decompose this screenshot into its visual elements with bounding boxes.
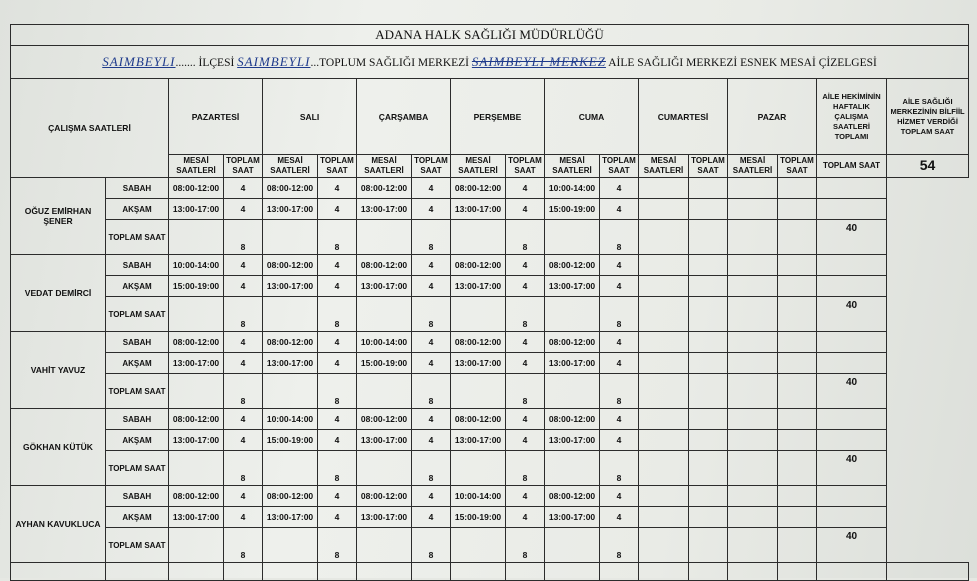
empty-cell [778, 297, 817, 332]
empty-cell [639, 451, 689, 486]
saat-cell: 4 [600, 332, 639, 353]
sabah-label: SABAH [106, 255, 169, 276]
mesai-cell: 13:00-17:00 [169, 199, 224, 220]
empty-cell [689, 276, 728, 297]
saat-cell: 4 [224, 332, 263, 353]
empty-cell [728, 332, 778, 353]
saat-cell: 4 [412, 199, 451, 220]
table-row [11, 178, 969, 199]
center-total-header: AİLE SAĞLIĞI MERKEZİNİN BİLFİİL HİZMET VERDİĞİ TOPLAM SAAT [887, 79, 969, 155]
saat-cell: 4 [318, 486, 357, 507]
toplam-saat-label: TOPLAM SAAT [106, 220, 169, 255]
saat-cell: 4 [224, 353, 263, 374]
saat-cell: 4 [412, 430, 451, 451]
saat-cell: 4 [600, 430, 639, 451]
empty-cell [778, 507, 817, 528]
ilcesi-label: İLÇESİ [198, 57, 235, 69]
mesai-cell: 10:00-14:00 [357, 332, 412, 353]
mesai-cell: 13:00-17:00 [169, 353, 224, 374]
aksam-label: AKŞAM [106, 199, 169, 220]
empty-cell [689, 178, 728, 199]
saat-cell: 4 [224, 276, 263, 297]
empty-cell [169, 297, 224, 332]
mesai-cell: 08:00-12:00 [263, 486, 318, 507]
empty-cell [689, 255, 728, 276]
daily-total: 8 [506, 220, 545, 255]
empty-cell [689, 430, 728, 451]
daily-total: 8 [600, 451, 639, 486]
saat-cell: 4 [224, 409, 263, 430]
empty-cell [817, 486, 887, 507]
mesai-saatleri-header: MESAİ SAATLERİ [357, 155, 412, 178]
empty-cell [639, 297, 689, 332]
sabah-label: SABAH [106, 409, 169, 430]
daily-total: 8 [224, 297, 263, 332]
toplam-saat-header: TOPLAM SAAT [689, 155, 728, 178]
daily-total: 8 [412, 297, 451, 332]
empty-cell [639, 528, 689, 563]
empty-cell [817, 507, 887, 528]
weekly-total: 40 [817, 451, 887, 486]
saat-cell: 4 [600, 409, 639, 430]
empty-cell [728, 255, 778, 276]
empty-cell [639, 199, 689, 220]
mesai-cell: 15:00-19:00 [263, 430, 318, 451]
saat-cell: 4 [600, 486, 639, 507]
empty-cell [689, 332, 728, 353]
mesai-cell: 08:00-12:00 [451, 332, 506, 353]
daily-total: 8 [318, 220, 357, 255]
mesai-cell: 08:00-12:00 [545, 486, 600, 507]
empty-cell [639, 374, 689, 409]
daily-total: 8 [318, 528, 357, 563]
empty-cell [689, 297, 728, 332]
schedule-table [10, 24, 969, 581]
mesai-saatleri-header: MESAİ SAATLERİ [263, 155, 318, 178]
table-row [11, 255, 969, 276]
mesai-cell: 08:00-12:00 [169, 178, 224, 199]
empty-cell [817, 276, 887, 297]
mesai-cell: 13:00-17:00 [263, 353, 318, 374]
saat-cell: 4 [412, 255, 451, 276]
saat-cell: 4 [224, 486, 263, 507]
toplum-label: ...TOPLUM SAĞLIĞI MERKEZİ [310, 57, 469, 69]
sabah-label: SABAH [106, 332, 169, 353]
saat-cell: 4 [412, 409, 451, 430]
saat-cell: 4 [318, 507, 357, 528]
toplam-saat-label: TOPLAM SAAT [106, 451, 169, 486]
table-row [11, 353, 969, 374]
empty-cell [728, 409, 778, 430]
empty-cell [778, 528, 817, 563]
toplam-saat-header: TOPLAM SAAT [506, 155, 545, 178]
empty-cell [689, 409, 728, 430]
mesai-cell: 13:00-17:00 [545, 276, 600, 297]
empty-cell [639, 178, 689, 199]
day-header: ÇARŞAMBA [357, 79, 451, 155]
subtitle-row [11, 46, 969, 79]
mesai-cell: 15:00-19:00 [451, 507, 506, 528]
daily-total: 8 [506, 451, 545, 486]
saat-cell: 4 [506, 199, 545, 220]
mesai-cell: 13:00-17:00 [263, 507, 318, 528]
day-header: PERŞEMBE [451, 79, 545, 155]
empty-cell [639, 255, 689, 276]
empty-cell [451, 374, 506, 409]
toplam-saat-header: TOPLAM SAAT [318, 155, 357, 178]
saat-cell: 4 [224, 430, 263, 451]
saat-cell: 4 [506, 486, 545, 507]
mesai-cell: 08:00-12:00 [545, 255, 600, 276]
weekly-total: 40 [817, 220, 887, 255]
day-header: PAZAR [728, 79, 817, 155]
empty-cell [545, 374, 600, 409]
daily-total: 8 [412, 528, 451, 563]
saat-cell: 4 [600, 353, 639, 374]
empty-cell [689, 507, 728, 528]
day-header: CUMA [545, 79, 639, 155]
saat-cell: 4 [600, 507, 639, 528]
empty-cell [689, 353, 728, 374]
daily-total: 8 [318, 451, 357, 486]
doctor-name: VEDAT DEMİRCİ [11, 255, 106, 332]
table-row [11, 409, 969, 430]
toplam-saat-header: TOPLAM SAAT [600, 155, 639, 178]
asm-handwriting: SAIMBEYLI MERKEZ [471, 54, 606, 69]
saat-cell: 4 [224, 255, 263, 276]
empty-cell [778, 276, 817, 297]
empty-cell [451, 297, 506, 332]
daily-total: 8 [224, 528, 263, 563]
empty-cell [728, 486, 778, 507]
daily-total: 8 [224, 374, 263, 409]
table-row [11, 276, 969, 297]
daily-total: 8 [506, 528, 545, 563]
table-row [11, 486, 969, 507]
table-row [11, 430, 969, 451]
saat-cell: 4 [506, 332, 545, 353]
district-handwriting: SAIMBEYLI [102, 54, 176, 69]
mesai-cell: 13:00-17:00 [545, 353, 600, 374]
empty-cell [689, 451, 728, 486]
daily-total: 8 [600, 220, 639, 255]
toplam-saat-header: TOPLAM SAAT [412, 155, 451, 178]
empty-cell [357, 374, 412, 409]
aksam-label: AKŞAM [106, 430, 169, 451]
empty-cell [728, 199, 778, 220]
empty-cell [451, 528, 506, 563]
mesai-cell: 10:00-14:00 [169, 255, 224, 276]
saat-cell: 4 [506, 353, 545, 374]
mesai-cell: 08:00-12:00 [263, 255, 318, 276]
empty-cell [689, 199, 728, 220]
daily-total: 8 [318, 374, 357, 409]
empty-cell [778, 451, 817, 486]
table-row [11, 297, 969, 332]
empty-cell [728, 451, 778, 486]
daily-total: 8 [506, 374, 545, 409]
empty-cell [778, 178, 817, 199]
mesai-cell: 13:00-17:00 [169, 507, 224, 528]
saat-cell: 4 [506, 178, 545, 199]
empty-cell [778, 199, 817, 220]
mesai-cell: 13:00-17:00 [169, 430, 224, 451]
saat-cell: 4 [318, 332, 357, 353]
center-total-cell [887, 155, 969, 178]
document-title: ADANA HALK SAĞLIĞI MÜDÜRLÜĞÜ [11, 25, 969, 46]
empty-cell [263, 528, 318, 563]
day-header: CUMARTESİ [639, 79, 728, 155]
empty-cell [778, 374, 817, 409]
empty-cell [263, 297, 318, 332]
empty-cell [728, 507, 778, 528]
empty-cell [357, 220, 412, 255]
empty-cell [639, 353, 689, 374]
empty-cell [639, 486, 689, 507]
saat-cell: 4 [412, 353, 451, 374]
table-row [11, 528, 969, 563]
sabah-label: SABAH [106, 486, 169, 507]
empty-cell [689, 374, 728, 409]
aksam-label: AKŞAM [106, 353, 169, 374]
mesai-cell: 13:00-17:00 [357, 507, 412, 528]
empty-cell [728, 276, 778, 297]
daily-total: 8 [224, 451, 263, 486]
mesai-cell: 13:00-17:00 [263, 276, 318, 297]
doctor-name: GÖKHAN KÜTÜK [11, 409, 106, 486]
empty-cell [545, 451, 600, 486]
weekly-total: 40 [817, 528, 887, 563]
empty-cell [639, 276, 689, 297]
toplam-saat-header: TOPLAM SAAT [224, 155, 263, 178]
asm-label: AİLE SAĞLIĞI MERKEZİ ESNEK MESAİ ÇİZELGESİ [608, 57, 877, 69]
mesai-cell: 10:00-14:00 [545, 178, 600, 199]
weekly-total: 40 [817, 297, 887, 332]
table-row [11, 220, 969, 255]
mesai-cell: 13:00-17:00 [263, 199, 318, 220]
saat-cell: 4 [412, 507, 451, 528]
weekly-total-header: AİLE HEKİMİNİN HAFTALIK ÇALIŞMA SAATLERİ TOPLAMI [817, 79, 887, 155]
empty-cell [689, 528, 728, 563]
toplam-saat-header: TOPLAM SAAT [817, 155, 887, 178]
empty-cell [817, 430, 887, 451]
mesai-cell: 08:00-12:00 [545, 409, 600, 430]
empty-cell [689, 486, 728, 507]
empty-cell [169, 374, 224, 409]
empty-cell [728, 528, 778, 563]
daily-total: 8 [224, 220, 263, 255]
doctor-name: AYHAN KAVUKLUCA [11, 486, 106, 563]
mesai-saatleri-header: MESAİ SAATLERİ [451, 155, 506, 178]
mesai-cell: 13:00-17:00 [451, 353, 506, 374]
mesai-saatleri-header: MESAİ SAATLERİ [169, 155, 224, 178]
empty-cell [817, 409, 887, 430]
empty-cell [728, 374, 778, 409]
table-row [11, 451, 969, 486]
empty-cell [263, 374, 318, 409]
saat-cell: 4 [318, 409, 357, 430]
empty-cell [639, 332, 689, 353]
empty-cell [357, 297, 412, 332]
saat-cell: 4 [224, 507, 263, 528]
saat-cell: 4 [506, 409, 545, 430]
mesai-cell: 08:00-12:00 [451, 178, 506, 199]
weekly-total: 40 [817, 374, 887, 409]
empty-cell [357, 528, 412, 563]
empty-cell [545, 528, 600, 563]
mesai-cell: 08:00-12:00 [357, 255, 412, 276]
mesai-cell: 08:00-12:00 [357, 409, 412, 430]
empty-cell [639, 430, 689, 451]
daily-total: 8 [600, 528, 639, 563]
saat-cell: 4 [318, 178, 357, 199]
empty-cell [689, 220, 728, 255]
mesai-cell: 08:00-12:00 [451, 255, 506, 276]
mesai-cell: 08:00-12:00 [451, 409, 506, 430]
empty-cell [169, 220, 224, 255]
saat-cell: 4 [318, 353, 357, 374]
mesai-cell: 13:00-17:00 [357, 199, 412, 220]
mesai-cell: 15:00-19:00 [357, 353, 412, 374]
empty-cell [639, 220, 689, 255]
empty-cell [817, 199, 887, 220]
empty-cell [817, 178, 887, 199]
saat-cell: 4 [224, 178, 263, 199]
empty-cell [451, 451, 506, 486]
saat-cell: 4 [600, 178, 639, 199]
empty-cell [545, 220, 600, 255]
empty-cell [263, 220, 318, 255]
mesai-saatleri-header: MESAİ SAATLERİ [639, 155, 689, 178]
empty-cell [545, 297, 600, 332]
daily-total: 8 [412, 374, 451, 409]
empty-cell [169, 451, 224, 486]
mesai-cell: 08:00-12:00 [169, 332, 224, 353]
saat-cell: 4 [600, 276, 639, 297]
table-row [11, 374, 969, 409]
saat-cell: 4 [318, 430, 357, 451]
empty-cell [778, 409, 817, 430]
table-row [11, 507, 969, 528]
dots: ....... [175, 57, 196, 69]
saat-cell: 4 [412, 178, 451, 199]
table-row [11, 332, 969, 353]
empty-cell [169, 528, 224, 563]
empty-cell [728, 430, 778, 451]
daily-total: 8 [412, 220, 451, 255]
daily-total: 8 [318, 297, 357, 332]
empty-cell [451, 220, 506, 255]
mesai-saatleri-header: MESAİ SAATLERİ [545, 155, 600, 178]
empty-cell [728, 178, 778, 199]
mesai-cell: 08:00-12:00 [357, 486, 412, 507]
empty-cell [778, 255, 817, 276]
toplam-saat-header: TOPLAM SAAT [778, 155, 817, 178]
saat-cell: 4 [600, 199, 639, 220]
saat-cell: 4 [600, 255, 639, 276]
empty-cell [728, 297, 778, 332]
daily-total: 8 [412, 451, 451, 486]
mesai-cell: 13:00-17:00 [545, 430, 600, 451]
doctor-name: VAHİT YAVUZ [11, 332, 106, 409]
saat-cell: 4 [506, 276, 545, 297]
day-header: PAZARTESİ [169, 79, 263, 155]
mesai-cell: 13:00-17:00 [451, 199, 506, 220]
mesai-cell: 15:00-19:00 [169, 276, 224, 297]
empty-cell [357, 451, 412, 486]
toplam-saat-label: TOPLAM SAAT [106, 528, 169, 563]
center-handwriting: SAIMBEYLI [237, 54, 311, 69]
saat-cell: 4 [412, 332, 451, 353]
empty-cell [778, 353, 817, 374]
mesai-cell: 08:00-12:00 [169, 486, 224, 507]
toplam-saat-label: TOPLAM SAAT [106, 297, 169, 332]
daily-total: 8 [506, 297, 545, 332]
empty-cell [639, 507, 689, 528]
table-row [11, 199, 969, 220]
calisma-saatleri-header: ÇALIŞMA SAATLERİ [11, 79, 169, 178]
empty-cell [728, 353, 778, 374]
day-header: SALI [263, 79, 357, 155]
empty-cell [817, 332, 887, 353]
mesai-cell: 08:00-12:00 [545, 332, 600, 353]
saat-cell: 4 [318, 276, 357, 297]
empty-cell [728, 220, 778, 255]
empty-cell [778, 220, 817, 255]
empty-cell [639, 409, 689, 430]
sabah-label: SABAH [106, 178, 169, 199]
mesai-cell: 10:00-14:00 [451, 486, 506, 507]
daily-total: 8 [600, 297, 639, 332]
mesai-cell: 08:00-12:00 [169, 409, 224, 430]
mesai-cell: 13:00-17:00 [357, 430, 412, 451]
mesai-cell: 13:00-17:00 [451, 276, 506, 297]
mesai-cell: 13:00-17:00 [451, 430, 506, 451]
saat-cell: 4 [318, 255, 357, 276]
saat-cell: 4 [412, 486, 451, 507]
aksam-label: AKŞAM [106, 276, 169, 297]
mesai-cell: 10:00-14:00 [263, 409, 318, 430]
mesai-cell: 13:00-17:00 [357, 276, 412, 297]
empty-cell [778, 486, 817, 507]
mesai-saatleri-header: MESAİ SAATLERİ [728, 155, 778, 178]
doctor-name: OĞUZ EMİRHAN ŞENER [11, 178, 106, 255]
toplam-saat-label: TOPLAM SAAT [106, 374, 169, 409]
empty-cell [817, 353, 887, 374]
mesai-cell: 13:00-17:00 [545, 507, 600, 528]
center-total-value: 54 [919, 156, 936, 173]
saat-cell: 4 [412, 276, 451, 297]
saat-cell: 4 [506, 255, 545, 276]
empty-cell [778, 430, 817, 451]
mesai-cell: 08:00-12:00 [263, 332, 318, 353]
daily-total: 8 [600, 374, 639, 409]
empty-cell [778, 332, 817, 353]
mesai-cell: 08:00-12:00 [263, 178, 318, 199]
empty-cell [817, 255, 887, 276]
aksam-label: AKŞAM [106, 507, 169, 528]
saat-cell: 4 [506, 507, 545, 528]
saat-cell: 4 [506, 430, 545, 451]
saat-cell: 4 [224, 199, 263, 220]
mesai-cell: 08:00-12:00 [357, 178, 412, 199]
saat-cell: 4 [318, 199, 357, 220]
empty-cell [263, 451, 318, 486]
mesai-cell: 15:00-19:00 [545, 199, 600, 220]
